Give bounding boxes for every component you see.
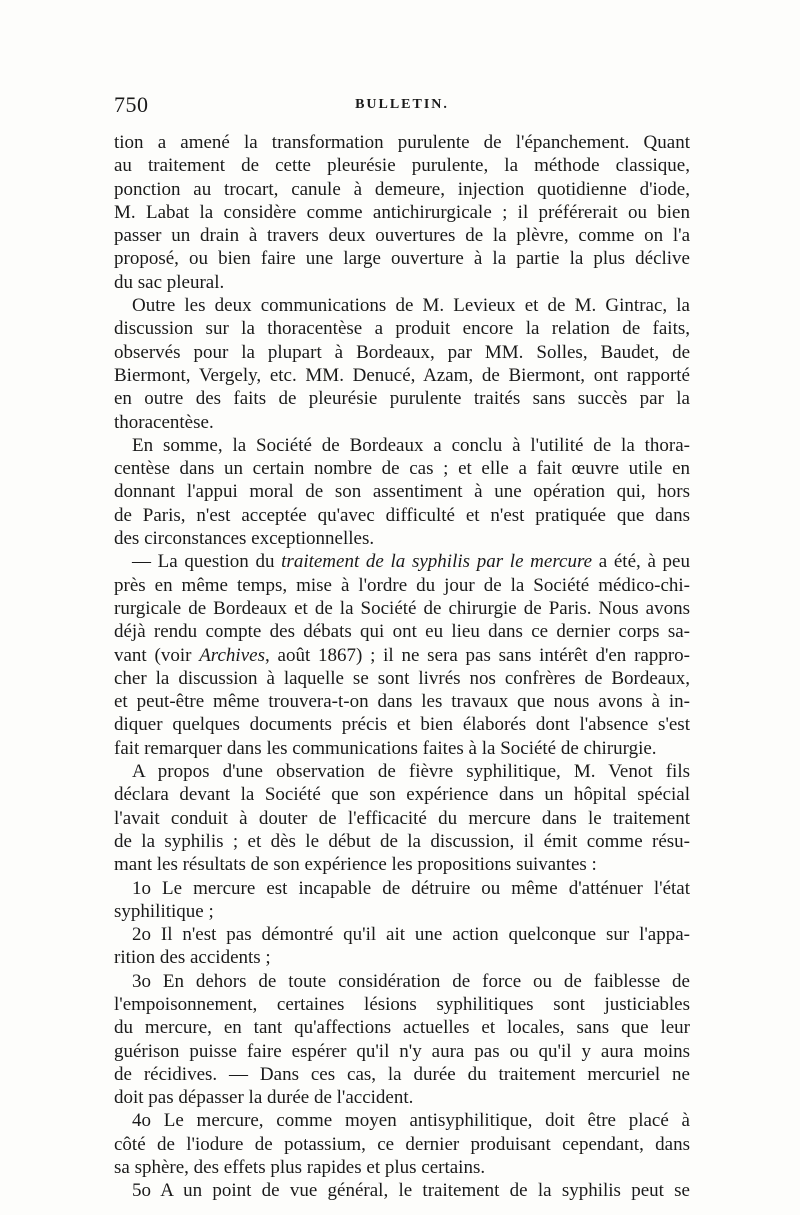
- text-line: côté de l'iodure de potassium, ce dernier produisant cependant, dans: [114, 1133, 690, 1155]
- text-line: fait remarquer dans les communications faites à la Société de chirurgie.: [114, 737, 657, 759]
- text-line: l'empoisonnement, certaines lésions syphilitiques sont justiciables: [114, 993, 690, 1015]
- text-line: centèse dans un certain nombre de cas ; et elle a fait œuvre utile en: [114, 458, 690, 480]
- text-line: 5o A un point de vue général, le traitement de la syphilis peut se: [132, 1180, 690, 1202]
- body-text: [114, 131, 690, 1203]
- text-line: diquer quelques documents précis et bien élaborés dont l'absence s'est: [114, 714, 690, 736]
- text-line: de récidives. — Dans ces cas, la durée du traitement mercuriel ne: [114, 1063, 690, 1085]
- text-line: 4o Le mercure, comme moyen antisyphilitique, doit être placé à: [132, 1110, 690, 1132]
- text-line: l'avait conduit à douter de l'efficacité du mercure dans le traitement: [114, 807, 690, 829]
- page-header: [114, 92, 690, 122]
- text-line: donnant l'appui moral de son assentiment à une opération qui, hors: [114, 481, 690, 503]
- text-line: proposé, ou bien faire une large ouverture à la partie la plus déclive: [114, 248, 690, 270]
- text-line: [114, 644, 690, 667]
- text-line: Outre les deux communications de M. Levieux et de M. Gintrac, la: [132, 295, 690, 317]
- text-line: près en même temps, mise à l'ordre du jour de la Société médico-chi-: [114, 574, 690, 596]
- italic-title: traitement de la syphilis par le mercure: [281, 551, 593, 573]
- text-line: guérison puisse faire espérer qu'il n'y aura pas ou qu'il y aura moins: [114, 1040, 690, 1062]
- text-line: En somme, la Société de Bordeaux a conclu à l'utilité de la thora-: [132, 434, 690, 456]
- text-line: 2o Il n'est pas démontré qu'il ait une action quelconque sur l'appa-: [132, 924, 690, 946]
- text-line: et peut-être même trouvera-t-on dans les travaux que nous avons à in-: [114, 691, 690, 713]
- text-segment: — La question du: [132, 551, 282, 573]
- text-line: Biermont, Vergely, etc. MM. Denucé, Azam, de Biermont, ont rapporté: [114, 364, 690, 386]
- text-line: M. Labat la considère comme antichirurgicale ; il préférerait ou bien: [114, 201, 690, 223]
- text-line: discussion sur la thoracentèse a produit encore la relation de faits,: [114, 318, 690, 340]
- text-segment: , août 1867) ; il ne sera pas sans intérêt d'en rappro-: [264, 644, 690, 666]
- text-line: déjà rendu compte des débats qui ont eu lieu dans ce dernier corps sa-: [114, 621, 690, 643]
- text-line: thoracentèse.: [114, 411, 214, 433]
- text-line: au traitement de cette pleurésie purulente, la méthode classique,: [114, 155, 690, 177]
- text-segment: vant (voir: [114, 644, 200, 666]
- text-line: doit pas dépasser la durée de l'accident.: [114, 1087, 414, 1109]
- text-line: rition des accidents ;: [114, 947, 271, 969]
- text-line: de la syphilis ; et dès le début de la discussion, il émit comme résu-: [114, 830, 690, 852]
- text-line: ponction au trocart, canule à demeure, injection quotidienne d'iode,: [114, 178, 690, 200]
- text-segment: a été, à peu: [592, 551, 690, 573]
- text-line: de Paris, n'est acceptée qu'avec difficulté et n'est pratiquée que dans: [114, 504, 690, 526]
- text-line: sa sphère, des effets plus rapides et plus certains.: [114, 1157, 486, 1179]
- text-line: rurgicale de Bordeaux et de la Société de chirurgie de Paris. Nous avons: [114, 597, 690, 619]
- text-line: tion a amené la transformation purulente de l'épanchement. Quant: [114, 132, 690, 153]
- text-line: 3o En dehors de toute considération de force ou de faiblesse de: [132, 970, 690, 992]
- text-line: du sac pleural.: [114, 271, 225, 293]
- text-line: 1o Le mercure est incapable de détruire ou même d'atténuer l'état: [132, 877, 690, 899]
- text-line: [114, 550, 690, 573]
- italic-journal: Archives: [199, 644, 265, 666]
- running-title: BULLETIN.: [355, 97, 449, 112]
- text-line: syphilitique ;: [114, 900, 214, 922]
- text-line: des circonstances exceptionnelles.: [114, 528, 375, 550]
- text-line: déclara devant la Société que son expérience dans un hôpital spécial: [114, 784, 690, 806]
- text-line: cher la discussion à laquelle se sont livrés nos confrères de Bordeaux,: [114, 667, 690, 689]
- text-line: passer un drain à travers deux ouvertures de la plèvre, comme on l'a: [114, 225, 690, 247]
- text-line: du mercure, en tant qu'affections actuelles et locales, sans que leur: [114, 1017, 690, 1039]
- text-line: en outre des faits de pleurésie purulente traités sans succès par la: [114, 388, 690, 410]
- text-line: observés pour la plupart à Bordeaux, par MM. Solles, Baudet, de: [114, 341, 690, 363]
- text-line: mant les résultats de son expérience les propositions suivantes :: [114, 854, 597, 876]
- page-number: 750: [114, 92, 149, 117]
- text-line: A propos d'une observation de fièvre syphilitique, M. Venot fils: [132, 761, 690, 783]
